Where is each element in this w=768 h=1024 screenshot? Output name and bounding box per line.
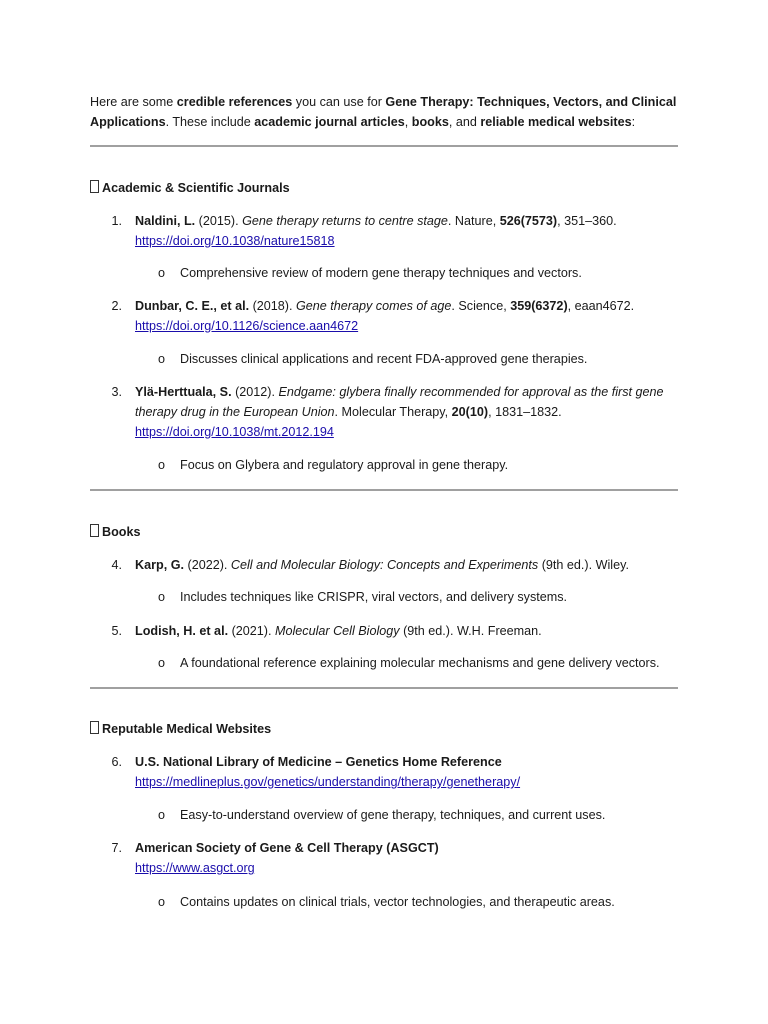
- list-number: 3.: [111, 385, 122, 399]
- ref-title: Cell and Molecular Biology: Concepts and Experiments: [230, 558, 539, 572]
- divider: [90, 687, 678, 689]
- ref-note: Focus on Glybera and regulatory approval in gene therapy.: [180, 458, 509, 472]
- ref-author: Karp, G.: [135, 558, 184, 572]
- ref-author: Ylä-Herttuala, S.: [135, 385, 232, 399]
- intro-bold: books: [411, 115, 449, 129]
- list-number: 5.: [111, 624, 122, 638]
- ref-year: (2012).: [231, 385, 279, 399]
- ref-author: Lodish, H. et al.: [135, 624, 229, 638]
- intro-text: ,: [404, 115, 412, 129]
- section-title: Academic & Scientific Journals: [102, 181, 290, 195]
- divider: [90, 489, 678, 491]
- intro-text: , and: [448, 115, 481, 129]
- list-number: 1.: [111, 214, 122, 228]
- ref-year: (2015).: [195, 214, 243, 228]
- ref-author: Dunbar, C. E., et al.: [135, 299, 250, 313]
- ref-note: Includes techniques like CRISPR, viral vectors, and delivery systems.: [180, 590, 568, 604]
- intro-bold: reliable medical websites: [480, 115, 632, 129]
- intro-text: :: [631, 115, 636, 129]
- ref-pages: , eaan4672.: [567, 299, 635, 313]
- bullet-marker: o: [158, 352, 166, 366]
- ref-link[interactable]: https://www.asgct.org: [135, 861, 255, 875]
- ref-site-name: U.S. National Library of Medicine – Genetics Home Reference: [135, 755, 502, 769]
- ref-year: (2018).: [249, 299, 296, 313]
- missing-glyph-icon: [90, 180, 99, 193]
- ref-pages: , 351–360.: [557, 214, 617, 228]
- intro-text: you can use for: [292, 95, 386, 109]
- list-number: 2.: [111, 299, 122, 313]
- section-title: Reputable Medical Websites: [102, 722, 272, 736]
- ref-site-name: American Society of Gene & Cell Therapy (ASGCT): [135, 841, 439, 855]
- bullet-marker: o: [158, 808, 166, 822]
- ref-note: Comprehensive review of modern gene therapy techniques and vectors.: [180, 266, 582, 280]
- bullet-marker: o: [158, 895, 166, 909]
- ref-publisher: (9th ed.). Wiley.: [538, 558, 629, 572]
- ref-title: Gene therapy returns to centre stage: [242, 214, 448, 228]
- ref-journal: . Nature,: [447, 214, 500, 228]
- ref-note: Contains updates on clinical trials, vector technologies, and therapeutic areas.: [180, 895, 615, 909]
- ref-title: Molecular Cell Biology: [274, 624, 400, 638]
- ref-link[interactable]: https://doi.org/10.1126/science.aan4672: [135, 319, 359, 333]
- bullet-marker: o: [158, 656, 166, 670]
- section-heading-books: [90, 522, 141, 542]
- ref-volume: 526(7573): [499, 214, 558, 228]
- intro-text: . These include: [165, 115, 255, 129]
- intro-bold: credible references: [176, 95, 293, 109]
- ref-journal: . Science,: [451, 299, 511, 313]
- bullet-marker: o: [158, 266, 166, 280]
- bullet-marker: o: [158, 590, 166, 604]
- intro-paragraph: [90, 92, 678, 132]
- section-heading-journals: [90, 178, 290, 198]
- list-number: 6.: [111, 755, 122, 769]
- ref-volume: 359(6372): [510, 299, 568, 313]
- intro-text: Here are some: [90, 95, 177, 109]
- ref-note: A foundational reference explaining molecular mechanisms and gene delivery vectors.: [180, 656, 660, 670]
- ref-publisher: (9th ed.). W.H. Freeman.: [399, 624, 542, 638]
- ref-volume: 20(10): [451, 405, 489, 419]
- section-heading-websites: [90, 719, 271, 739]
- ref-link[interactable]: https://doi.org/10.1038/nature15818: [135, 234, 335, 248]
- intro-bold: academic journal articles: [254, 115, 405, 129]
- bullet-marker: o: [158, 458, 166, 472]
- section-title: Books: [102, 525, 141, 539]
- ref-note: Discusses clinical applications and recent FDA-approved gene therapies.: [180, 352, 588, 366]
- list-number: 4.: [111, 558, 122, 572]
- ref-title: Gene therapy comes of age: [295, 299, 452, 313]
- ref-author: Naldini, L.: [135, 214, 196, 228]
- ref-year: (2021).: [228, 624, 275, 638]
- ref-journal: . Molecular Therapy,: [334, 405, 452, 419]
- ref-year: (2022).: [184, 558, 231, 572]
- list-number: 7.: [111, 841, 122, 855]
- divider: [90, 145, 678, 147]
- intro-topic: Gene Therapy: Techniques, Vectors, and Clinical Applications: [90, 95, 677, 129]
- missing-glyph-icon: [90, 524, 99, 537]
- ref-title: Endgame: glybera finally recommended for approval as the first gene therapy drug in the European Union: [135, 385, 664, 419]
- missing-glyph-icon: [90, 721, 99, 734]
- ref-pages: , 1831–1832.: [488, 405, 562, 419]
- ref-link[interactable]: https://medlineplus.gov/genetics/understanding/therapy/genetherapy/: [135, 775, 521, 789]
- ref-note: Easy-to-understand overview of gene therapy, techniques, and current uses.: [180, 808, 606, 822]
- ref-link[interactable]: https://doi.org/10.1038/mt.2012.194: [135, 425, 334, 439]
